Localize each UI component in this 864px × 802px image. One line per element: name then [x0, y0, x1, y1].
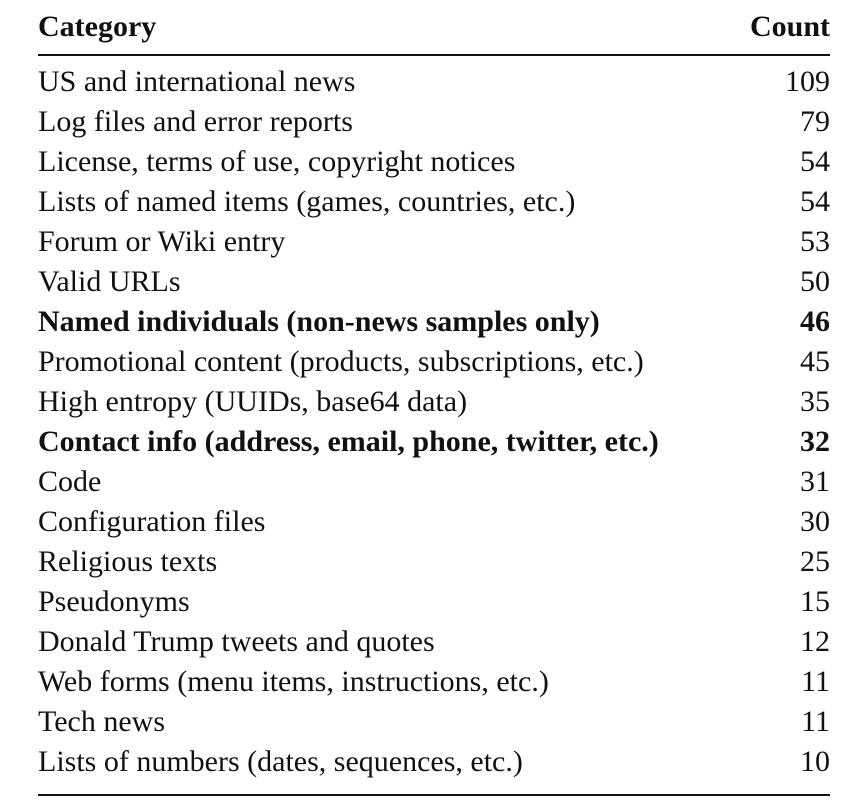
table-row — [38, 102, 830, 142]
count-cell: 11 — [801, 705, 830, 738]
category-cell: Donald Trump tweets and quotes — [38, 625, 435, 658]
count-cell: 54 — [800, 185, 830, 218]
category-cell: Tech news — [38, 705, 166, 738]
category-cell: Promotional content (products, subscriptions, etc.) — [38, 345, 644, 378]
table-row — [38, 342, 830, 382]
count-cell: 109 — [785, 65, 830, 98]
category-count-table — [38, 0, 830, 782]
count-cell: 31 — [800, 465, 830, 498]
count-cell: 53 — [800, 225, 830, 258]
count-cell: 30 — [800, 505, 830, 538]
count-cell: 11 — [801, 665, 830, 698]
table-row — [38, 262, 830, 302]
count-cell: 15 — [800, 585, 830, 618]
bottom-rule — [38, 794, 830, 796]
header-row — [38, 0, 830, 55]
table-row — [38, 302, 830, 342]
category-cell: US and international news — [38, 65, 356, 98]
category-cell: Web forms (menu items, instructions, etc.) — [38, 665, 549, 698]
header-count: Count — [740, 0, 830, 55]
table-row — [38, 142, 830, 182]
category-cell: Lists of numbers (dates, sequences, etc.) — [38, 745, 523, 778]
count-cell: 10 — [800, 745, 830, 778]
table-row — [38, 622, 830, 662]
category-cell: Pseudonyms — [38, 585, 190, 618]
count-cell: 50 — [800, 265, 830, 298]
table-row — [38, 462, 830, 502]
count-cell: 12 — [800, 625, 830, 658]
count-cell: 79 — [800, 105, 830, 138]
count-cell: 25 — [800, 545, 830, 578]
count-cell: 46 — [800, 305, 830, 338]
category-cell: License, terms of use, copyright notices — [38, 145, 516, 178]
count-cell: 45 — [800, 345, 830, 378]
header-category: Category — [38, 0, 740, 55]
category-cell: Configuration files — [38, 505, 266, 538]
count-cell: 35 — [800, 385, 830, 418]
count-cell: 54 — [800, 145, 830, 178]
category-cell: Forum or Wiki entry — [38, 225, 286, 258]
table-row — [38, 702, 830, 742]
category-cell: Contact info (address, email, phone, twitter, etc.) — [38, 425, 659, 458]
table-row — [38, 382, 830, 422]
table-row — [38, 662, 830, 702]
table-row — [38, 542, 830, 582]
table-row — [38, 582, 830, 622]
category-cell: Code — [38, 465, 102, 498]
table-body — [38, 55, 830, 782]
table-row — [38, 222, 830, 262]
category-cell: Valid URLs — [38, 265, 181, 298]
table-row — [38, 182, 830, 222]
count-cell: 32 — [800, 425, 830, 458]
category-cell: High entropy (UUIDs, base64 data) — [38, 385, 468, 418]
category-count-table-container — [38, 0, 830, 796]
category-cell: Religious texts — [38, 545, 218, 578]
table-row — [38, 55, 830, 102]
category-cell: Lists of named items (games, countries, etc.) — [38, 185, 576, 218]
table-header — [38, 0, 830, 55]
category-cell: Log files and error reports — [38, 105, 353, 138]
table-row — [38, 742, 830, 782]
table-row — [38, 502, 830, 542]
table-row — [38, 422, 830, 462]
category-cell: Named individuals (non-news samples only) — [38, 305, 600, 338]
